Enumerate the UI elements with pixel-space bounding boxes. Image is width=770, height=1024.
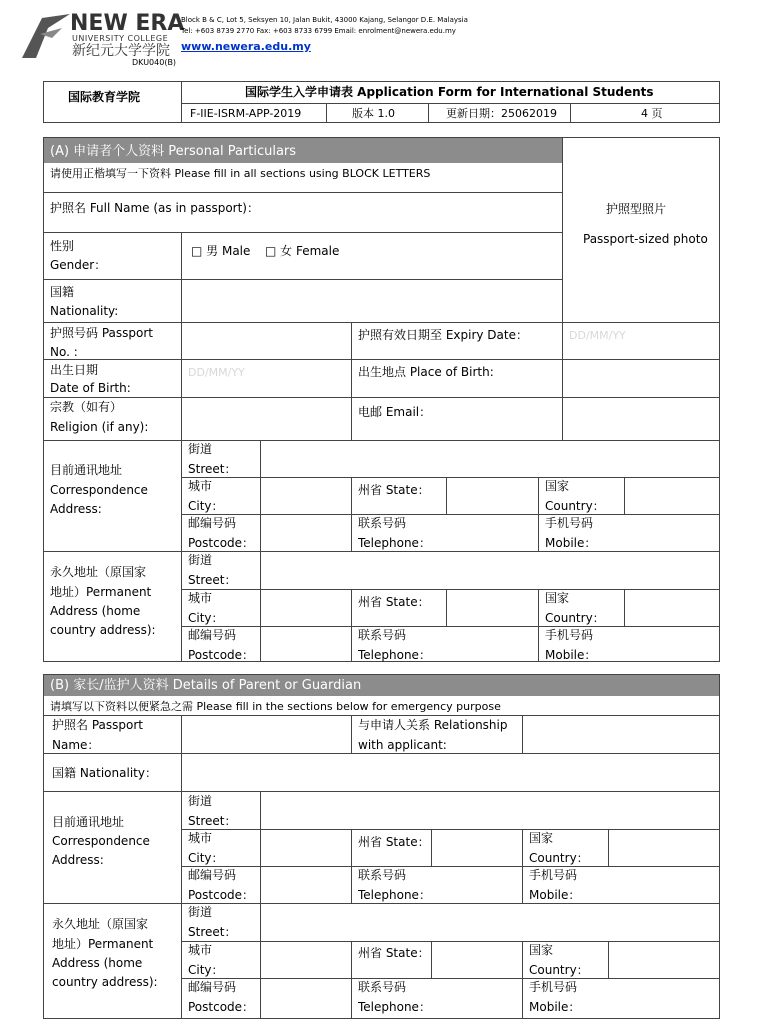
form-code: DKU040(B) bbox=[132, 58, 177, 67]
guardian-nationality-label: 国籍 Nationality： bbox=[52, 766, 157, 780]
contact-line: Tel: +603 8739 2770 Fax: +603 8733 6799 Email: enrolment@newera.edu.my bbox=[181, 27, 456, 35]
a-corr-street-cn: 街道 bbox=[188, 442, 213, 456]
b-perm-street-en: Street： bbox=[188, 925, 237, 939]
form-number: F-IIE-ISRM-APP-2019 bbox=[190, 107, 302, 120]
b-corr-street-field[interactable] bbox=[261, 792, 719, 828]
b-corr-postcode-en: Postcode： bbox=[188, 888, 255, 902]
expiry-label: 护照有效日期至 Expiry Date： bbox=[358, 328, 528, 342]
guardian-name-label-2: Name： bbox=[52, 738, 100, 752]
b-perm-label-3: Address (home bbox=[52, 956, 143, 970]
a-corr-mobile-en: Mobile： bbox=[545, 536, 597, 550]
a-corr-postcode-cn: 邮编号码 bbox=[188, 516, 237, 530]
a-perm-postcode-en: Postcode： bbox=[188, 648, 255, 662]
pob-field[interactable] bbox=[563, 360, 719, 397]
b-perm-tel-en: Telephone： bbox=[358, 1000, 431, 1014]
b-perm-tel-cn: 联系号码 bbox=[358, 980, 407, 994]
b-perm-postcode-cn: 邮编号码 bbox=[188, 980, 237, 994]
b-corr-tel-en: Telephone： bbox=[358, 888, 431, 902]
female-checkbox[interactable]: □ 女 Female bbox=[265, 244, 340, 258]
dob-label-en: Date of Birth: bbox=[50, 381, 131, 395]
a-corr-city-en: City： bbox=[188, 499, 224, 513]
a-perm-tel-en: Telephone： bbox=[358, 648, 431, 662]
b-perm-country-cn: 国家 bbox=[529, 943, 554, 957]
b-corr-state: 州省 State： bbox=[358, 835, 430, 849]
dob-label-cn: 出生日期 bbox=[50, 363, 99, 377]
b-perm-label-4: country address): bbox=[52, 975, 158, 989]
email-label: 电邮 Email： bbox=[358, 405, 432, 419]
a-corr-label-1: 目前通讯地址 bbox=[50, 463, 123, 477]
a-perm-label-1: 永久地址（原国家 bbox=[50, 565, 147, 579]
passport-label-1: 护照号码 Passport bbox=[50, 326, 153, 340]
logo bbox=[22, 14, 70, 58]
b-corr-label-3: Address: bbox=[52, 853, 104, 867]
a-corr-label-2: Correspondence bbox=[50, 483, 148, 497]
b-perm-postcode-en: Postcode： bbox=[188, 1000, 255, 1014]
a-perm-street-en: Street： bbox=[188, 573, 237, 587]
a-perm-label-3: Address (home bbox=[50, 604, 141, 618]
a-corr-mobile-cn: 手机号码 bbox=[545, 516, 594, 530]
b-perm-mobile-en: Mobile： bbox=[529, 1000, 581, 1014]
b-perm-city-cn: 城市 bbox=[188, 943, 213, 957]
a-corr-country-cn: 国家 bbox=[545, 479, 570, 493]
a-perm-country-cn: 国家 bbox=[545, 591, 570, 605]
nationality-label-cn: 国籍 bbox=[50, 285, 75, 299]
brand-chinese: 新纪元大学学院 bbox=[72, 43, 170, 59]
b-perm-label-2: 地址）Permanent bbox=[52, 937, 154, 951]
section-b-header bbox=[44, 675, 719, 696]
b-corr-city-en: City： bbox=[188, 851, 224, 865]
photo-box[interactable] bbox=[563, 138, 719, 322]
nationality-field[interactable] bbox=[182, 280, 562, 322]
relationship-field[interactable] bbox=[523, 716, 719, 752]
b-corr-mobile-cn: 手机号码 bbox=[529, 868, 578, 882]
b-perm-state: 州省 State： bbox=[358, 946, 430, 960]
relationship-label-2: with applicant: bbox=[358, 738, 447, 752]
b-corr-country-cn: 国家 bbox=[529, 831, 554, 845]
a-corr-tel-en: Telephone： bbox=[358, 536, 431, 550]
religion-label-cn: 宗教（如有） bbox=[50, 400, 123, 414]
expiry-field[interactable]: DD/MM/YY bbox=[569, 329, 626, 342]
a-corr-state: 州省 State： bbox=[358, 483, 430, 497]
guardian-nationality-field[interactable] bbox=[182, 754, 719, 790]
b-perm-street-field[interactable] bbox=[261, 904, 719, 940]
b-perm-label-1: 永久地址（原国家 bbox=[52, 917, 149, 931]
form-title: 国际学生入学申请表 Application Form for International Students bbox=[245, 85, 654, 99]
passport-label-2: No. : bbox=[50, 345, 78, 359]
dob-field[interactable]: DD/MM/YY bbox=[188, 366, 245, 379]
b-perm-city-en: City： bbox=[188, 963, 224, 977]
b-corr-label-2: Correspondence bbox=[52, 834, 150, 848]
a-perm-city-cn: 城市 bbox=[188, 591, 213, 605]
b-corr-tel-cn: 联系号码 bbox=[358, 868, 407, 882]
section-b-title: (B) 家长/监护人资料 Details of Parent or Guardian bbox=[50, 678, 362, 693]
section-a-header bbox=[44, 138, 562, 163]
a-perm-tel-cn: 联系号码 bbox=[358, 628, 407, 642]
a-perm-mobile-cn: 手机号码 bbox=[545, 628, 594, 642]
a-perm-city-en: City： bbox=[188, 611, 224, 625]
a-corr-country-en: Country： bbox=[545, 499, 605, 513]
a-perm-street-field[interactable] bbox=[261, 552, 719, 588]
page-count: 4 页 bbox=[641, 107, 663, 120]
a-perm-mobile-en: Mobile： bbox=[545, 648, 597, 662]
photo-label-cn: 护照型照片 bbox=[606, 202, 667, 216]
department-name: 国际教育学院 bbox=[68, 90, 141, 104]
a-perm-postcode-cn: 邮编号码 bbox=[188, 628, 237, 642]
pob-label: 出生地点 Place of Birth: bbox=[358, 365, 494, 379]
b-perm-mobile-cn: 手机号码 bbox=[529, 980, 578, 994]
a-corr-postcode-en: Postcode： bbox=[188, 536, 255, 550]
religion-label-en: Religion (if any): bbox=[50, 420, 149, 434]
section-b-instruction: 请填写以下资料以便紧急之需 Please fill in the sections below for emergency purpose bbox=[50, 700, 501, 713]
b-corr-city-cn: 城市 bbox=[188, 831, 213, 845]
b-corr-postcode-cn: 邮编号码 bbox=[188, 868, 237, 882]
a-corr-label-3: Address: bbox=[50, 502, 102, 516]
a-perm-street-cn: 街道 bbox=[188, 553, 213, 567]
nationality-label-en: Nationality: bbox=[50, 304, 119, 318]
passport-field[interactable] bbox=[182, 323, 350, 359]
gender-label-cn: 性别 bbox=[50, 239, 75, 253]
male-checkbox[interactable]: □ 男 Male bbox=[191, 244, 251, 258]
guardian-name-field[interactable] bbox=[182, 716, 350, 752]
a-perm-state: 州省 State： bbox=[358, 595, 430, 609]
a-perm-label-4: country address): bbox=[50, 623, 156, 637]
b-corr-street-en: Street： bbox=[188, 814, 237, 828]
b-corr-mobile-en: Mobile： bbox=[529, 888, 581, 902]
section-a-title: (A) 申请者个人资料 Personal Particulars bbox=[50, 144, 297, 159]
photo-label-en: Passport-sized photo bbox=[583, 232, 708, 246]
b-perm-street-cn: 街道 bbox=[188, 905, 213, 919]
brand-subtitle: UNIVERSITY COLLEGE bbox=[72, 34, 169, 43]
religion-field[interactable] bbox=[182, 398, 350, 439]
b-corr-street-cn: 街道 bbox=[188, 794, 213, 808]
brand-name: NEW ERA bbox=[70, 11, 185, 36]
b-corr-country-en: Country： bbox=[529, 851, 589, 865]
b-perm-country-en: Country： bbox=[529, 963, 589, 977]
a-corr-city-cn: 城市 bbox=[188, 479, 213, 493]
a-corr-street-en: Street： bbox=[188, 462, 237, 476]
address-line: Block B & C, Lot 5, Seksyen 10, Jalan Bukit, 43000 Kajang, Selangor D.E. Malaysia bbox=[181, 16, 468, 24]
gender-label-en: Gender： bbox=[50, 258, 107, 272]
version: 版本 1.0 bbox=[352, 107, 395, 120]
updated-date: 更新日期：25062019 bbox=[446, 107, 557, 120]
a-perm-country-en: Country： bbox=[545, 611, 605, 625]
website-link[interactable]: www.newera.edu.my bbox=[181, 40, 311, 53]
relationship-label-1: 与申请人关系 Relationship bbox=[358, 718, 508, 732]
a-perm-label-2: 地址）Permanent bbox=[50, 585, 152, 599]
email-field[interactable] bbox=[563, 398, 719, 439]
full-name-label: 护照名 Full Name (as in passport)： bbox=[50, 201, 259, 215]
guardian-name-label-1: 护照名 Passport bbox=[52, 718, 143, 732]
a-corr-street-field[interactable] bbox=[261, 441, 719, 477]
a-corr-tel-cn: 联系号码 bbox=[358, 516, 407, 530]
b-corr-label-1: 目前通讯地址 bbox=[52, 815, 125, 829]
section-a-instruction: 请使用正楷填写一下资料 Please fill in all sections using BLOCK LETTERS bbox=[50, 167, 431, 180]
